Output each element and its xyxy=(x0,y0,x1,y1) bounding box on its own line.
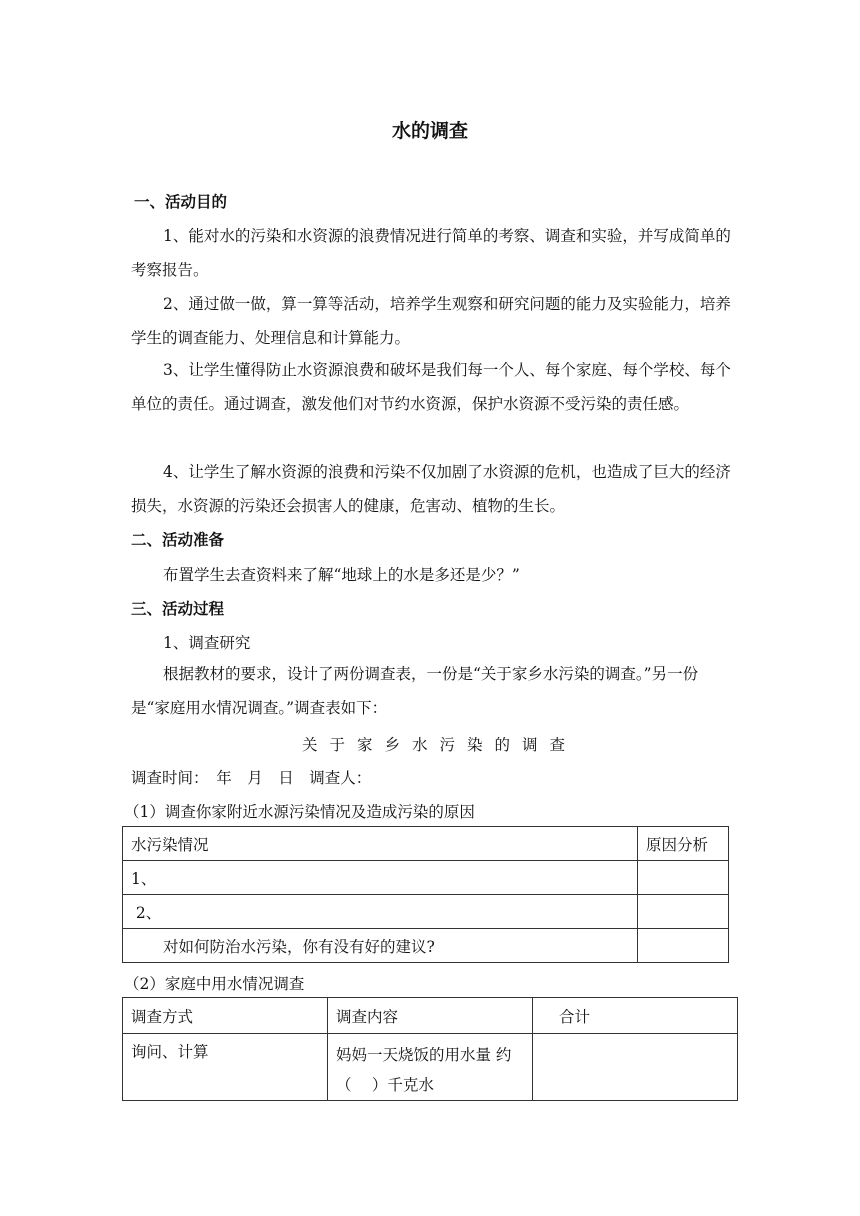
table-cell: 询问、计算 xyxy=(123,1034,328,1101)
goal-paragraph-1: 1、能对水的污染和水资源的浪费情况进行简单的考察、调查和实验，并写成简单的考察报告。 xyxy=(131,227,731,279)
goal-paragraph-2: 2、通过做一做，算一算等活动，培养学生观察和研究问题的能力及实验能力，培养学生的调查能力、处理信息和计算能力。 xyxy=(131,295,731,347)
goal-paragraph-3: 3、让学生懂得防止水资源浪费和破坏是我们每一个人、每个家庭、每个学校、每个单位的责任。通过调查，激发他们对节约水资源，保护水资源不受污染的责任感。 xyxy=(131,361,731,413)
subsection-survey: 1、调查研究 xyxy=(163,634,251,652)
table-cell: 对如何防治水污染，你有没有好的建议? xyxy=(123,929,638,963)
table-header: 合计 xyxy=(533,998,738,1034)
section-heading-goals: 一、活动目的 xyxy=(134,192,228,211)
question-1: （1）调查你家附近水源污染情况及造成污染的原因 xyxy=(124,803,475,821)
section-heading-preparation: 二、活动准备 xyxy=(131,530,225,549)
water-usage-table xyxy=(122,997,738,1101)
table-cell: 2、 xyxy=(123,895,638,929)
table-header: 调查内容 xyxy=(328,998,533,1034)
question-2: （2）家庭中用水情况调查 xyxy=(124,975,305,993)
survey-meta: 调查时间： 年 月 日 调查人： xyxy=(131,769,372,787)
table-row xyxy=(123,861,729,895)
table-header-row xyxy=(123,827,729,861)
survey-intro: 根据教材的要求，设计了两份调查表，一份是“关于家乡水污染的调查。”另一份是“家庭用水情况调查。”调查表如下： xyxy=(131,665,699,717)
section-heading-process: 三、活动过程 xyxy=(131,599,225,618)
survey-title: 关于家乡水污染的调查 xyxy=(302,736,578,754)
table-header-row xyxy=(123,998,738,1034)
table-cell xyxy=(638,929,729,963)
table-row xyxy=(123,1034,738,1101)
table-header: 水污染情况 xyxy=(123,827,638,861)
table-row xyxy=(123,895,729,929)
table-cell xyxy=(638,861,729,895)
table-row xyxy=(123,929,729,963)
goal-paragraph-4: 4、让学生了解水资源的浪费和污染不仅加剧了水资源的危机，也造成了巨大的经济损失，水资源的污染还会损害人的健康，危害动、植物的生长。 xyxy=(131,463,731,515)
table-cell xyxy=(638,895,729,929)
table-cell: 妈妈一天烧饭的用水量 约（ ）千克水 xyxy=(328,1034,533,1101)
table-cell: 1、 xyxy=(123,861,638,895)
table-header: 调查方式 xyxy=(123,998,328,1034)
pollution-table xyxy=(122,826,729,963)
preparation-text: 布置学生去查资料来了解“地球上的水是多还是少？” xyxy=(163,566,520,584)
table-header: 原因分析 xyxy=(638,827,729,861)
page-title: 水的调查 xyxy=(391,120,468,142)
table-cell xyxy=(533,1034,738,1101)
